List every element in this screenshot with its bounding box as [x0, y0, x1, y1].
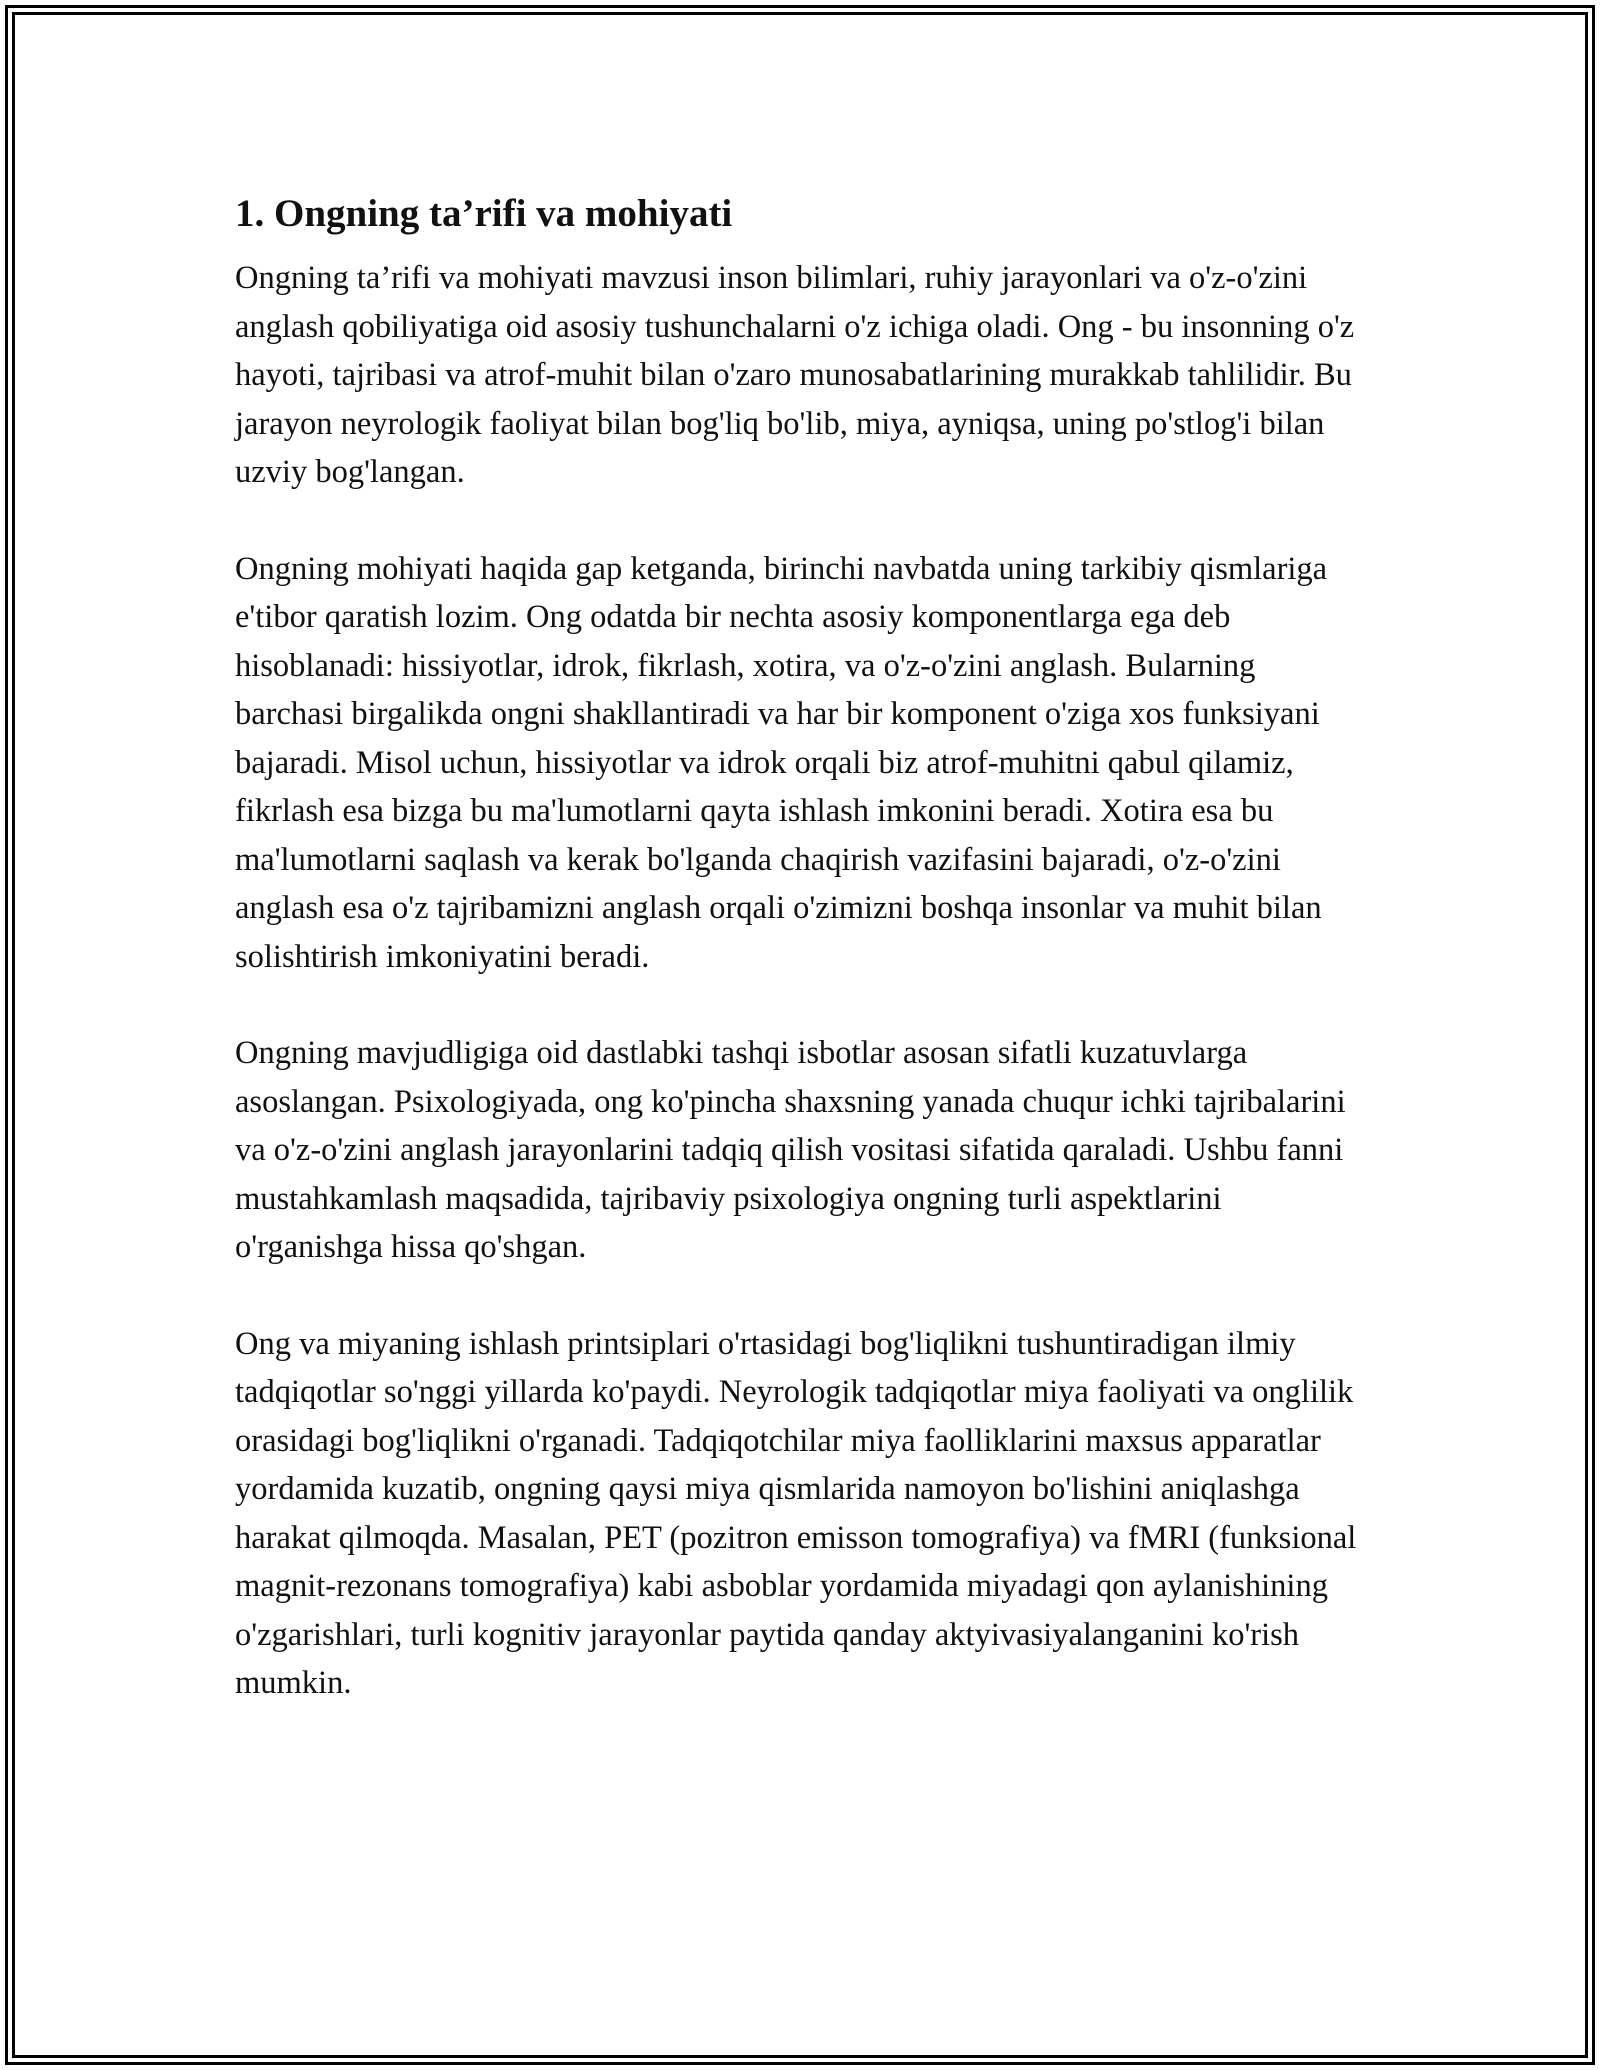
paragraph-2: Ongning mohiyati haqida gap ketganda, birinchi navbatda uning tarkibiy qismlariga e'tibor qaratish lozim. Ong odatda bir nechta asosiy komponentlarga ega deb hisoblanadi: hissiyotlar, idrok, fikrlash, xotira, va o'z-o'zini anglash. Bularning barchasi birgalikda ongni shakllantiradi va har bir komponent o'ziga xos funksiyani bajaradi. Misol uchun, hissiyotlar va idrok orqali biz atrof-muhitni qabul qilamiz, fikrlash esa bizga bu ma'lumotlarni qayta ishlash imkonini beradi. Xotira esa bu ma'lumotlarni saqlash va kerak bo'lganda chaqirish vazifasini bajaradi, o'z-o'zini anglash esa o'z tajribamizni anglash orqali o'zimizni boshqa insonlar va muhit bilan solishtirish imkoniyatini beradi.	[235, 550, 1328, 975]
section-heading: 1. Ongning ta’rifi va mohiyati	[235, 192, 733, 235]
paragraph-1: Ongning ta’rifi va mohiyati mavzusi inson bilimlari, ruhiy jarayonlari va o'z-o'zini anglash qobiliyatiga oid asosiy tushunchalarni o'z ichiga oladi. Ong - bu insonning o'z hayoti, tajribasi va atrof-muhit bilan o'zaro munosabatlarining murakkab tahlilidir. Bu jarayon neyrologik faoliyat bilan bog'liq bo'lib, miya, ayniqsa, uning po'stlog'i bilan uzviy bog'langan.	[235, 260, 1355, 490]
document-body	[235, 186, 1365, 1756]
paragraph-4: Ong va miyaning ishlash printsiplari o'rtasidagi bog'liqlikni tushuntiradigan ilmiy tadqiqotlar so'nggi yillarda ko'paydi. Neyrologik tadqiqotlar miya faoliyati va onglilik orasidagi bog'liqlikni o'rganadi. Tadqiqotchilar miya faolliklarini maxsus apparatlar yordamida kuzatib, ongning qaysi miya qismlarida namoyon bo'lishini aniqlashga harakat qilmoqda. Masalan, PET (pozitron emisson tomografiya) va fMRI (funksional magnit-rezonans tomografiya) kabi asboblar yordamida miyadagi qon aylanishining o'zgarishlari, turli kognitiv jarayonlar paytida qanday aktyivasiyalanganini ko'rish mumkin.	[235, 1325, 1357, 1701]
paragraph-3: Ongning mavjudligiga oid dastlabki tashqi isbotlar asosan sifatli kuzatuvlarga asoslangan. Psixologiyada, ong ko'pincha shaxsning yanada chuqur ichki tajribalarini va o'z-o'zini anglash jarayonlarini tadqiq qilish vositasi sifatida qaraladi. Ushbu fanni mustahkamlash maqsadida, tajribaviy psixologiya ongning turli aspektlarini o'rganishga hissa qo'shgan.	[235, 1035, 1346, 1265]
